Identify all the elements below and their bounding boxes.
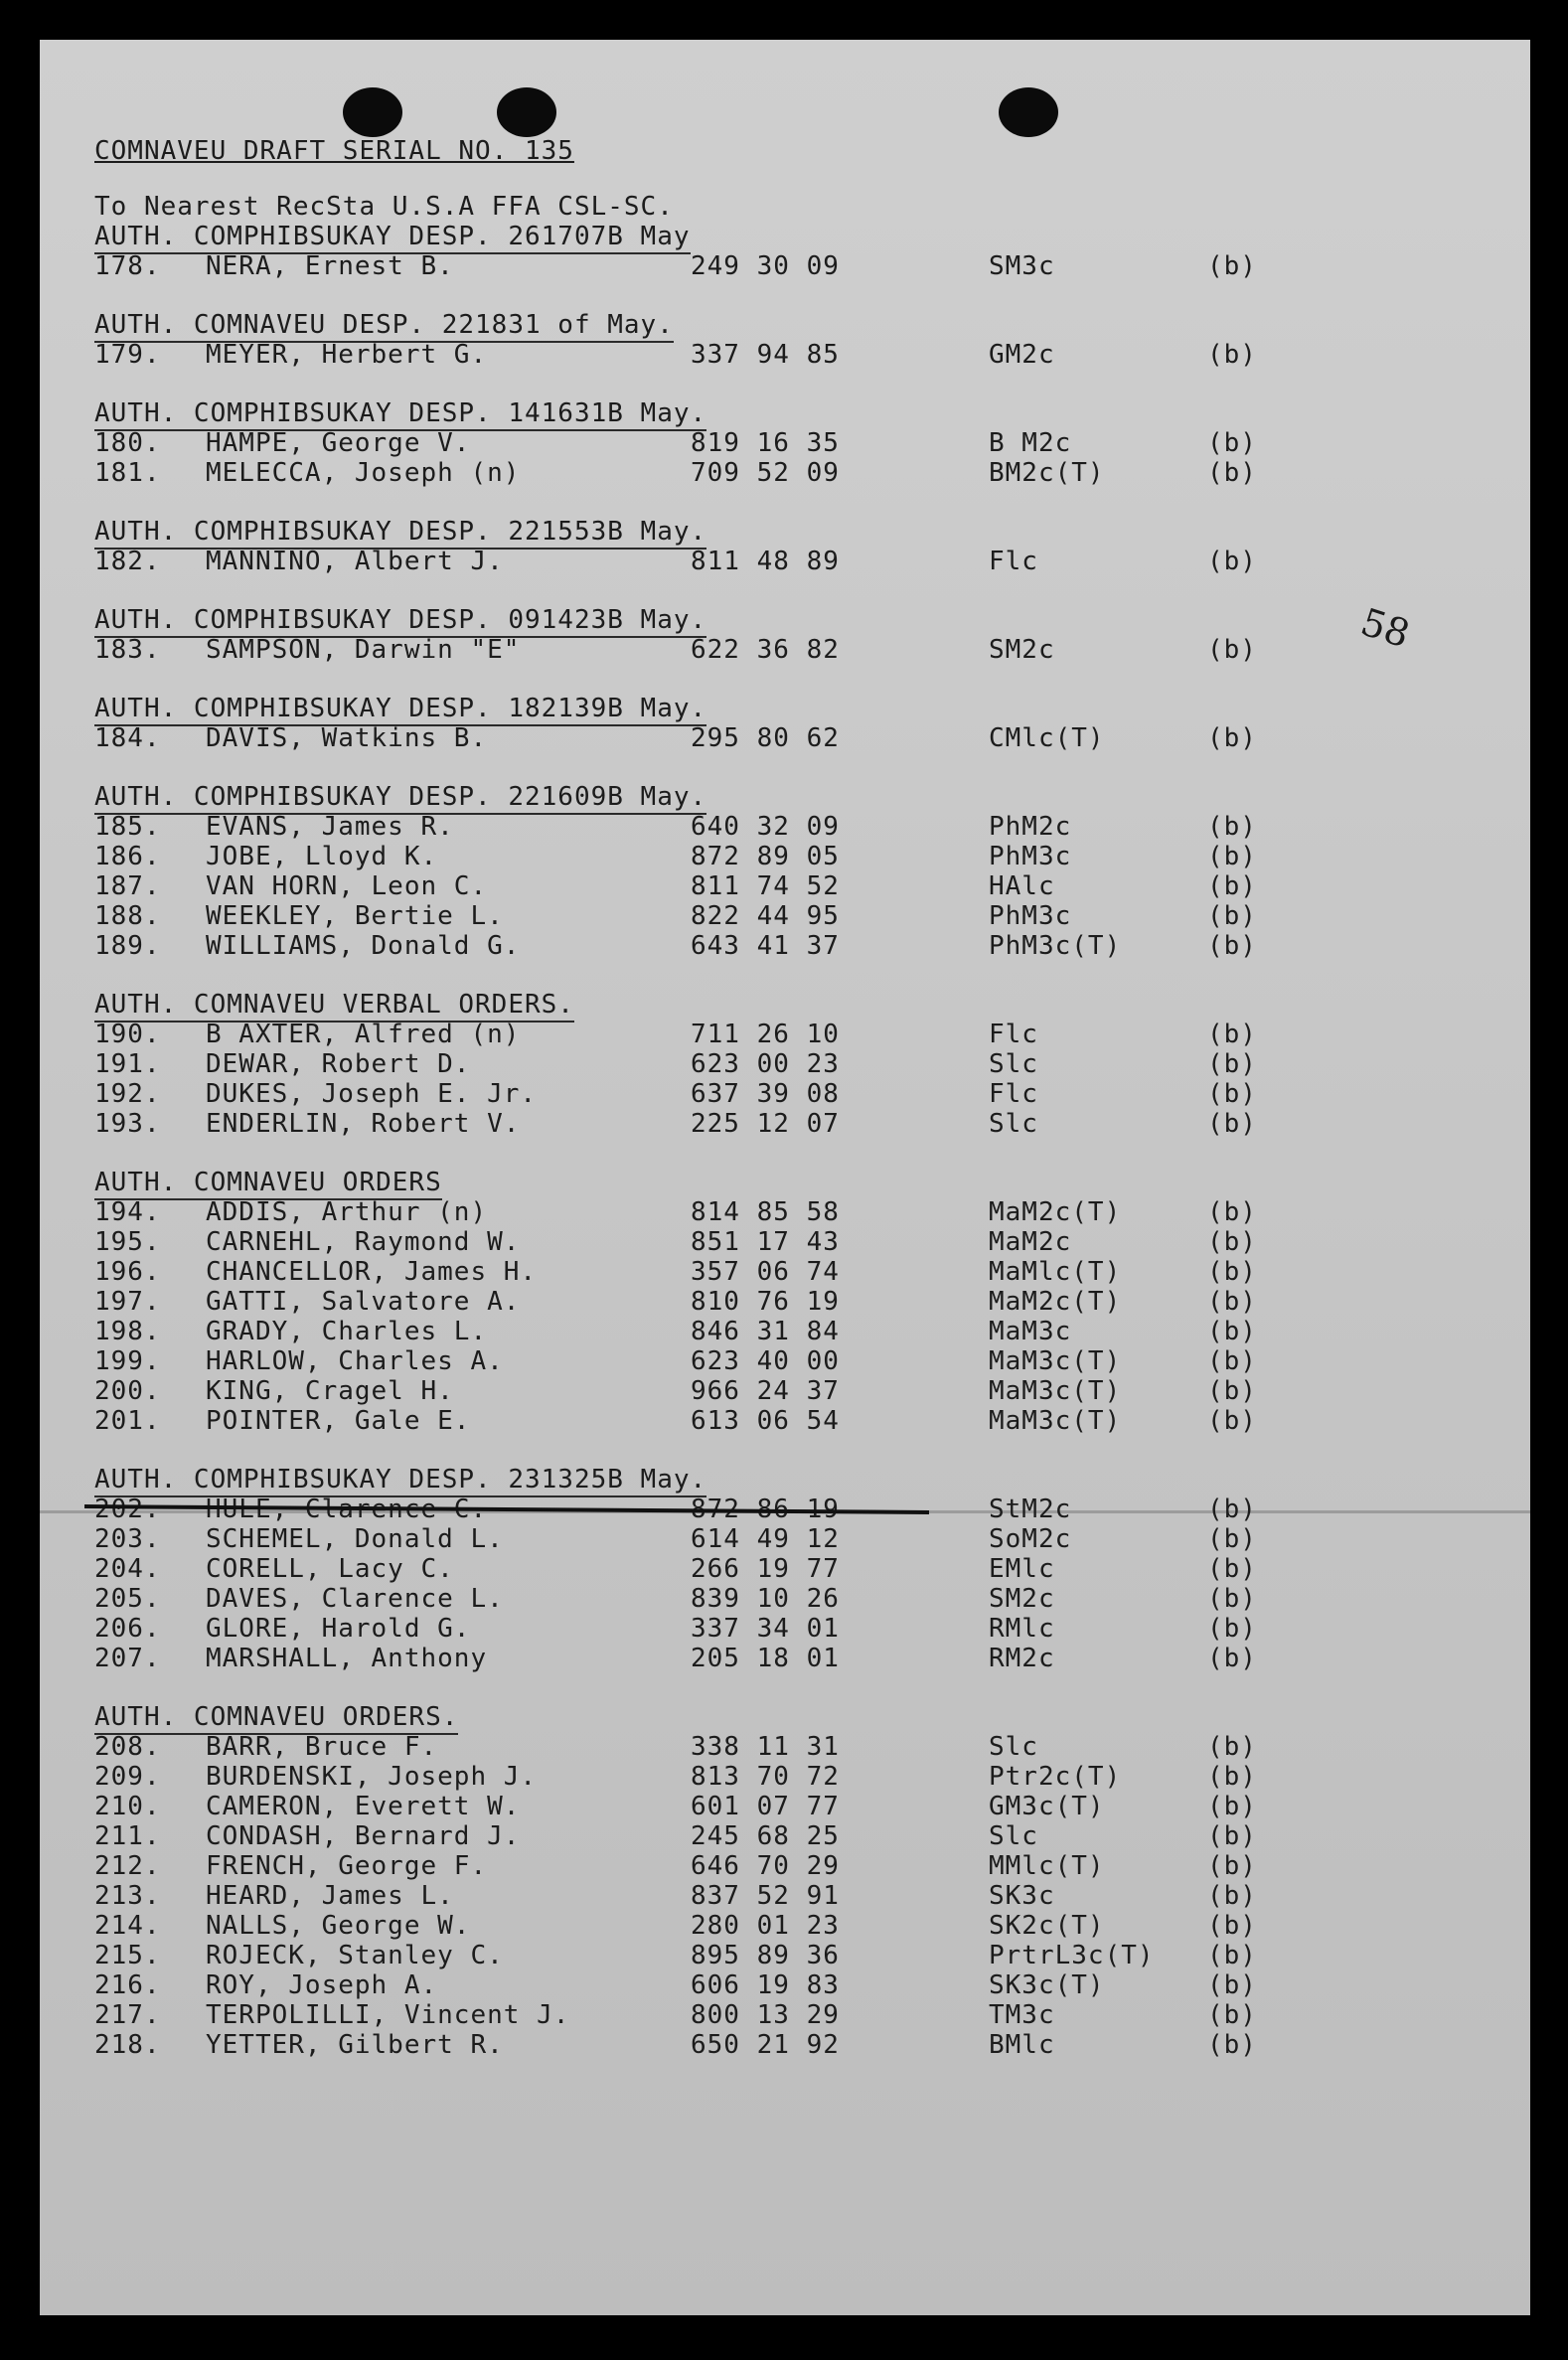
rate: MaM2c(T) [989,1197,1122,1227]
entry-number: 208. [94,1732,161,1762]
entry-number: 211. [94,1821,161,1851]
document-sheet [40,40,1530,2315]
service-number: 800 13 29 [691,2000,840,2030]
code: (b) [1207,1941,1257,1970]
code: (b) [1207,1614,1257,1644]
draft-document [94,134,1466,2089]
rate: GM3c(T) [989,1792,1105,1821]
code: (b) [1207,842,1257,871]
service-number: 646 70 29 [691,1851,840,1881]
service-number: 280 01 23 [691,1911,840,1941]
rate: HAlc [989,871,1055,901]
personnel-name: ADDIS, Arthur (n) [206,1197,488,1227]
personnel-name: NALLS, George W. [206,1911,471,1941]
rate: CMlc(T) [989,723,1105,753]
personnel-name: HARLOW, Charles A. [206,1346,504,1376]
entry-number: 217. [94,2000,161,2030]
authorization-section [94,990,1466,1139]
personnel-name: HAMPE, George V. [206,428,471,458]
rate: PhM3c(T) [989,931,1122,961]
entry-number: 186. [94,842,161,871]
service-number: 966 24 37 [691,1376,840,1406]
personnel-row [94,1257,1466,1287]
code: (b) [1207,1792,1257,1821]
rate: SK3c(T) [989,1970,1105,2000]
service-number: 622 36 82 [691,635,840,665]
personnel-name: ENDERLIN, Robert V. [206,1109,521,1139]
rate: Slc [989,1109,1038,1139]
entry-number: 197. [94,1287,161,1317]
entry-number: 180. [94,428,161,458]
authorization-heading [94,517,1466,547]
personnel-row [94,1109,1466,1139]
code: (b) [1207,1821,1257,1851]
entry-number: 189. [94,931,161,961]
rate: MaM3c(T) [989,1376,1122,1406]
service-number: 338 11 31 [691,1732,840,1762]
personnel-name: BARR, Bruce F. [206,1732,438,1762]
entry-number: 199. [94,1346,161,1376]
punch-hole [497,87,556,137]
service-number: 851 17 43 [691,1227,840,1257]
personnel-name: DAVES, Clarence L. [206,1584,504,1614]
personnel-row [94,1049,1466,1079]
sections-container [94,222,1466,2060]
personnel-name: EVANS, James R. [206,812,454,842]
code: (b) [1207,1732,1257,1762]
personnel-name: CORELL, Lacy C. [206,1554,454,1584]
personnel-row [94,1554,1466,1584]
code: (b) [1207,1495,1257,1524]
personnel-name: WEEKLEY, Bertie L. [206,901,504,931]
rate: Slc [989,1049,1038,1079]
personnel-name: DUKES, Joseph E. Jr. [206,1079,538,1109]
entry-number: 212. [94,1851,161,1881]
service-number: 613 06 54 [691,1406,840,1436]
personnel-name: GLORE, Harold G. [206,1614,471,1644]
entry-number: 206. [94,1614,161,1644]
personnel-row [94,1079,1466,1109]
authorization-text: AUTH. COMNAVEU VERBAL ORDERS. [94,990,574,1023]
personnel-row [94,547,1466,576]
code: (b) [1207,1851,1257,1881]
entry-number: 203. [94,1524,161,1554]
authorization-heading [94,990,1466,1020]
personnel-row [94,1376,1466,1406]
personnel-name: CONDASH, Bernard J. [206,1821,521,1851]
service-number: 614 49 12 [691,1524,840,1554]
code: (b) [1207,1049,1257,1079]
code: (b) [1207,340,1257,370]
code: (b) [1207,1079,1257,1109]
entry-number: 209. [94,1762,161,1792]
entry-number: 214. [94,1911,161,1941]
entry-number: 193. [94,1109,161,1139]
code: (b) [1207,1762,1257,1792]
service-number: 623 00 23 [691,1049,840,1079]
personnel-row [94,901,1466,931]
rate: StM2c [989,1495,1072,1524]
service-number: 711 26 10 [691,1020,840,1049]
rate: B M2c [989,428,1072,458]
personnel-row [94,428,1466,458]
authorization-heading [94,1465,1466,1495]
personnel-name: KING, Cragel H. [206,1376,454,1406]
authorization-heading [94,1702,1466,1732]
authorization-section [94,782,1466,961]
rate: SM2c [989,1584,1055,1614]
personnel-name: DAVIS, Watkins B. [206,723,488,753]
authorization-heading [94,310,1466,340]
entry-number: 181. [94,458,161,488]
service-number: 709 52 09 [691,458,840,488]
service-number: 814 85 58 [691,1197,840,1227]
personnel-name: SAMPSON, Darwin "E" [206,635,521,665]
personnel-row [94,251,1466,281]
entry-number: 192. [94,1079,161,1109]
entry-number: 191. [94,1049,161,1079]
rate: PrtrL3c(T) [989,1941,1155,1970]
rate: TM3c [989,2000,1055,2030]
personnel-name: GRADY, Charles L. [206,1317,488,1346]
authorization-text: AUTH. COMPHIBSUKAY DESP. 091423B May. [94,605,706,638]
service-number: 249 30 09 [691,251,840,281]
rate: MaM2c [989,1227,1072,1257]
personnel-row [94,1911,1466,1941]
service-number: 819 16 35 [691,428,840,458]
entry-number: 204. [94,1554,161,1584]
service-number: 606 19 83 [691,1970,840,2000]
service-number: 295 80 62 [691,723,840,753]
service-number: 225 12 07 [691,1109,840,1139]
code: (b) [1207,931,1257,961]
personnel-name: HULE, Clarence C. [206,1495,488,1524]
authorization-section [94,605,1466,665]
service-number: 846 31 84 [691,1317,840,1346]
authorization-text: AUTH. COMPHIBSUKAY DESP. 221553B May. [94,517,706,550]
rate: Slc [989,1821,1038,1851]
personnel-name: ROJECK, Stanley C. [206,1941,504,1970]
service-number: 837 52 91 [691,1881,840,1911]
personnel-row [94,1524,1466,1554]
entry-number: 215. [94,1941,161,1970]
personnel-row [94,1762,1466,1792]
personnel-row [94,340,1466,370]
personnel-name: DEWAR, Robert D. [206,1049,471,1079]
authorization-text: AUTH. COMPHIBSUKAY DESP. 231325B May. [94,1465,706,1497]
code: (b) [1207,1376,1257,1406]
rate: Flc [989,547,1038,576]
service-number: 650 21 92 [691,2030,840,2060]
code: (b) [1207,1644,1257,1673]
entry-number: 178. [94,251,161,281]
personnel-name: FRENCH, George F. [206,1851,488,1881]
code: (b) [1207,1346,1257,1376]
personnel-row [94,812,1466,842]
personnel-row [94,1821,1466,1851]
rate: BMlc [989,2030,1055,2060]
service-number: 357 06 74 [691,1257,840,1287]
authorization-text: AUTH. COMNAVEU ORDERS. [94,1702,458,1735]
authorization-heading [94,1168,1466,1197]
rate: Slc [989,1732,1038,1762]
authorization-section [94,222,1466,281]
rate: RMlc [989,1614,1055,1644]
entry-number: 200. [94,1376,161,1406]
personnel-name: HEARD, James L. [206,1881,454,1911]
authorization-section [94,517,1466,576]
personnel-name: SCHEMEL, Donald L. [206,1524,504,1554]
personnel-name: B AXTER, Alfred (n) [206,1020,521,1049]
personnel-row [94,1346,1466,1376]
service-number: 811 74 52 [691,871,840,901]
rate: SM3c [989,251,1055,281]
personnel-row [94,1970,1466,2000]
service-number: 637 39 08 [691,1079,840,1109]
personnel-name: YETTER, Gilbert R. [206,2030,504,2060]
punch-hole [343,87,402,137]
entry-number: 194. [94,1197,161,1227]
entry-number: 202. [94,1495,161,1524]
personnel-row [94,931,1466,961]
rate: MaM3c(T) [989,1406,1122,1436]
personnel-row [94,635,1466,665]
authorization-text: AUTH. COMPHIBSUKAY DESP. 221609B May. [94,782,706,815]
personnel-name: VAN HORN, Leon C. [206,871,488,901]
code: (b) [1207,1287,1257,1317]
service-number: 811 48 89 [691,547,840,576]
personnel-row [94,1020,1466,1049]
entry-number: 216. [94,1970,161,2000]
authorization-section [94,1465,1466,1673]
rate: PhM3c [989,842,1072,871]
authorization-heading [94,605,1466,635]
personnel-name: MEYER, Herbert G. [206,340,488,370]
personnel-row [94,2030,1466,2060]
service-number: 895 89 36 [691,1941,840,1970]
page-number: 58 [1355,599,1415,657]
personnel-name: CARNEHL, Raymond W. [206,1227,521,1257]
authorization-heading [94,222,1466,251]
personnel-name: WILLIAMS, Donald G. [206,931,521,961]
service-number: 266 19 77 [691,1554,840,1584]
code: (b) [1207,1109,1257,1139]
personnel-name: MANNINO, Albert J. [206,547,504,576]
personnel-row [94,1941,1466,1970]
personnel-row [94,1287,1466,1317]
code: (b) [1207,871,1257,901]
personnel-row [94,2000,1466,2030]
personnel-row [94,1881,1466,1911]
entry-number: 198. [94,1317,161,1346]
entry-number: 184. [94,723,161,753]
entry-number: 210. [94,1792,161,1821]
personnel-row [94,1317,1466,1346]
code: (b) [1207,1020,1257,1049]
rate: SK2c(T) [989,1911,1105,1941]
entry-number: 188. [94,901,161,931]
authorization-heading [94,694,1466,723]
entry-number: 179. [94,340,161,370]
service-number: 810 76 19 [691,1287,840,1317]
personnel-row [94,842,1466,871]
service-number: 813 70 72 [691,1762,840,1792]
entry-number: 205. [94,1584,161,1614]
personnel-name: NERA, Ernest B. [206,251,454,281]
punch-hole [999,87,1058,137]
rate: Flc [989,1020,1038,1049]
service-number: 640 32 09 [691,812,840,842]
personnel-name: POINTER, Gale E. [206,1406,471,1436]
personnel-row [94,723,1466,753]
service-number: 623 40 00 [691,1346,840,1376]
personnel-row-struck [94,1495,1466,1524]
entry-number: 196. [94,1257,161,1287]
code: (b) [1207,1911,1257,1941]
code: (b) [1207,1881,1257,1911]
rate: GM2c [989,340,1055,370]
rate: EMlc [989,1554,1055,1584]
code: (b) [1207,1227,1257,1257]
personnel-row [94,1644,1466,1673]
authorization-text: AUTH. COMNAVEU ORDERS [94,1168,442,1200]
personnel-name: BURDENSKI, Joseph J. [206,1762,538,1792]
personnel-row [94,1584,1466,1614]
entry-number: 218. [94,2030,161,2060]
authorization-heading [94,782,1466,812]
code: (b) [1207,1554,1257,1584]
code: (b) [1207,2030,1257,2060]
service-number: 205 18 01 [691,1644,840,1673]
code: (b) [1207,635,1257,665]
personnel-row [94,1614,1466,1644]
code: (b) [1207,547,1257,576]
entry-number: 190. [94,1020,161,1049]
service-number: 872 89 05 [691,842,840,871]
personnel-name: CAMERON, Everett W. [206,1792,521,1821]
authorization-text: AUTH. COMNAVEU DESP. 221831 of May. [94,310,674,343]
service-number: 822 44 95 [691,901,840,931]
authorization-section [94,1168,1466,1436]
code: (b) [1207,1524,1257,1554]
destination-line: To Nearest RecSta U.S.A FFA CSL-SC. [94,192,674,222]
entry-number: 195. [94,1227,161,1257]
rate: BM2c(T) [989,458,1105,488]
rate: Flc [989,1079,1038,1109]
personnel-name: ROY, Joseph A. [206,1970,438,2000]
service-number: 337 94 85 [691,340,840,370]
service-number: 245 68 25 [691,1821,840,1851]
personnel-name: MELECCA, Joseph (n) [206,458,521,488]
personnel-name: GATTI, Salvatore A. [206,1287,521,1317]
personnel-row [94,1792,1466,1821]
entry-number: 213. [94,1881,161,1911]
personnel-name: MARSHALL, Anthony [206,1644,488,1673]
personnel-name: TERPOLILLI, Vincent J. [206,2000,570,2030]
personnel-row [94,458,1466,488]
code: (b) [1207,1970,1257,2000]
personnel-row [94,1732,1466,1762]
code: (b) [1207,1317,1257,1346]
code: (b) [1207,251,1257,281]
rate: RM2c [989,1644,1055,1673]
entry-number: 207. [94,1644,161,1673]
code: (b) [1207,1197,1257,1227]
code: (b) [1207,1406,1257,1436]
code: (b) [1207,458,1257,488]
code: (b) [1207,2000,1257,2030]
authorization-section [94,1702,1466,2060]
rate: PhM2c [989,812,1072,842]
rate: MaM3c(T) [989,1346,1122,1376]
service-number: 643 41 37 [691,931,840,961]
entry-number: 182. [94,547,161,576]
rate: PhM3c [989,901,1072,931]
personnel-name: CHANCELLOR, James H. [206,1257,538,1287]
code: (b) [1207,901,1257,931]
service-number: 601 07 77 [691,1792,840,1821]
service-number: 337 34 01 [691,1614,840,1644]
rate: SM2c [989,635,1055,665]
rate: MaM3c [989,1317,1072,1346]
entry-number: 183. [94,635,161,665]
rate: MMlc(T) [989,1851,1105,1881]
authorization-section [94,694,1466,753]
code: (b) [1207,1584,1257,1614]
personnel-row [94,1227,1466,1257]
rate: MaM2c(T) [989,1287,1122,1317]
entry-number: 187. [94,871,161,901]
code: (b) [1207,723,1257,753]
code: (b) [1207,428,1257,458]
service-number: 872 86 19 [691,1495,840,1524]
authorization-text: AUTH. COMPHIBSUKAY DESP. 261707B May [94,222,691,254]
authorization-text: AUTH. COMPHIBSUKAY DESP. 141631B May. [94,398,706,431]
code: (b) [1207,1257,1257,1287]
authorization-section [94,398,1466,488]
rate: MaMlc(T) [989,1257,1122,1287]
authorization-text: AUTH. COMPHIBSUKAY DESP. 182139B May. [94,694,706,726]
personnel-row [94,871,1466,901]
authorization-heading [94,398,1466,428]
entry-number: 185. [94,812,161,842]
document-title: COMNAVEU DRAFT SERIAL NO. 135 [94,136,574,166]
authorization-section [94,310,1466,370]
rate: SoM2c [989,1524,1072,1554]
personnel-row [94,1197,1466,1227]
rate: SK3c [989,1881,1055,1911]
personnel-row [94,1851,1466,1881]
entry-number: 201. [94,1406,161,1436]
rate: Ptr2c(T) [989,1762,1122,1792]
personnel-row [94,1406,1466,1436]
service-number: 839 10 26 [691,1584,840,1614]
code: (b) [1207,812,1257,842]
personnel-name: JOBE, Lloyd K. [206,842,438,871]
